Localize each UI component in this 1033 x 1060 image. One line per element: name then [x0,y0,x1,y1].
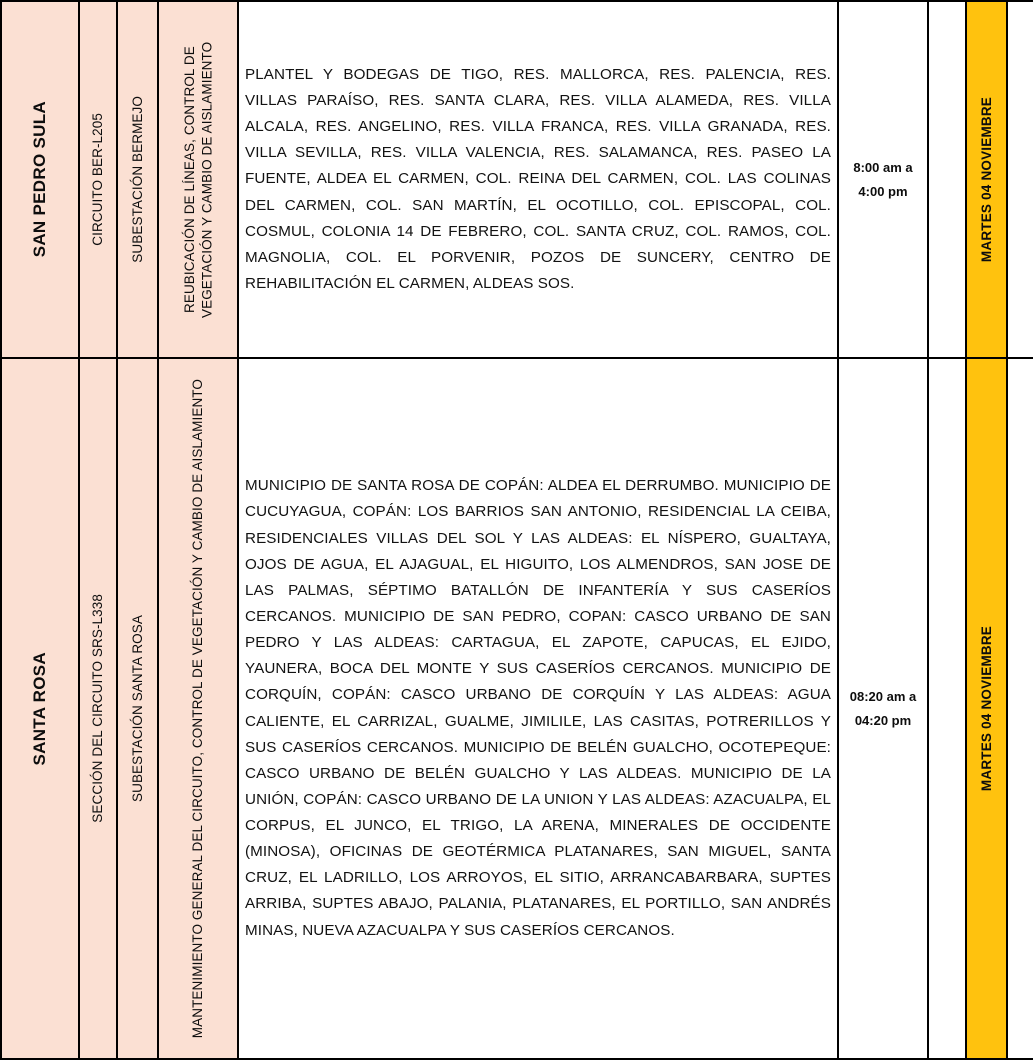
cell-substation [117,1,158,358]
cell-date [966,1,1007,358]
cell-affected-areas [238,1,838,358]
cell-substation [117,358,158,1059]
cell-work-description [158,358,238,1059]
circuit-label: SECCIÓN DEL CIRCUITO SRS-L338 [90,594,106,823]
cell-spacer [928,358,966,1059]
region-label: SANTA ROSA [30,651,50,766]
schedule-end: 04:20 pm [854,712,912,728]
schedule-start: 8:00 am a [853,160,913,176]
cell-affected-areas [238,358,838,1059]
date-label: MARTES 04 NOVIEMBRE [978,625,994,792]
substation-label: SUBESTACIÓN SANTA ROSA [129,615,145,802]
cell-schedule [838,358,928,1059]
cell-spacer-end [1007,1,1033,358]
affected-areas-text: PLANTEL Y BODEGAS DE TIGO, RES. MALLORCA, RES. PALENCIA, RES. VILLAS PARAÍSO, RES. SANTA CLARA, RES. VILLA ALAMEDA, RES. VILLA ALCALA, RES. ANGELINO, RES. VILLA FRANCA, RES. VILLA GRANADA, RES. VILLA SEVILLA, RES. VILLA VALENCIA, RES. SALAMANCA, RES. PASEO LA FUENTE, ALDEA EL CARMEN, COL. REINA DEL CARMEN, COL. LAS COLINAS DEL CARMEN, COL. SAN MARTÍN, EL OCOTILLO, COL. EPISCOPAL, COL. COSMUL, COLONIA 14 DE FEBRERO, COL. SANTA CRUZ, COL. RAMOS, COL. MAGNOLIA, COL. EL PORVENIR, POZOS DE SUNCERY, CENTRO DE REHABILITACIÓN EL CARMEN, ALDEAS SOS. [245,65,831,292]
work-description-label: REUBICACIÓN DE LÍNEAS, CONTROL DE VEGETACIÓN Y CAMBIO DE AISLAMIENTO [181,41,214,318]
cell-region [1,1,79,358]
schedule-start: 08:20 am a [849,689,917,705]
cell-date [966,358,1007,1059]
substation-label: SUBESTACIÓN BERMEJO [129,96,145,263]
work-description-label: MANTENIMIENTO GENERAL DEL CIRCUITO, CONTROL DE VEGETACIÓN Y CAMBIO DE AISLAMIENTO [190,378,206,1039]
table-row [1,1,1033,358]
cell-spacer-end [1007,358,1033,1059]
cell-region [1,358,79,1059]
schedule-text [839,685,927,732]
cell-work-description [158,1,238,358]
cell-schedule [838,1,928,358]
circuit-label: CIRCUITO BER-L205 [90,113,106,246]
cell-spacer [928,1,966,358]
schedule-end: 4:00 pm [858,183,908,199]
affected-areas-text: MUNICIPIO DE SANTA ROSA DE COPÁN: ALDEA EL DERRUMBO. MUNICIPIO DE CUCUYAGUA, COPÁN: LOS BARRIOS SAN ANTONIO, RESIDENCIAL LA CEIBA, RESIDENCIALES VILLAS DEL SOL Y LAS ALDEAS: EL NÍSPERO, GUALTAYA, OJOS DE AGUA, EL AJAGUAL, EL HIGUITO, LOS ALMENDROS, SAN JOSE DE LAS PALMAS, SÉPTIMO BATALLÓN DE INFANTERÍA Y SUS CASERÍOS CERCANOS. MUNICIPIO DE SAN PEDRO, COPAN: CASCO URBANO DE SAN PEDRO Y LAS ALDEAS: CARTAGUA, EL ZAPOTE, CAPUCAS, EL EJIDO, YAUNERA, BOCA DEL MONTE Y SUS CASERÍOS CERCANOS. MUNICIPIO DE CORQUÍN, COPÁN: CASCO URBANO DE CORQUÍN Y LAS ALDEAS: AGUA CALIENTE, EL CARRIZAL, GUALME, JIMILILE, LAS CASITAS, POTRERILLOS Y SUS CASERÍOS CERCANOS. MUNICIPIO DE BELÉN GUALCHO, OCOTEPEQUE: CASCO URBANO DE BELÉN GUALCHO Y LAS ALDEAS. MUNICIPIO DE LA UNIÓN, COPÁN: CASCO URBANO DE LA UNION Y LAS ALDEAS: AZACUALPA, EL CORPUS, EL JUNCO, EL TRIGO, LA ARENA, MINERALES DE OCCIDENTE (MINOSA), OFICINAS DE GEOTÉRMICA PLATANARES, SAN MIGUEL, SANTA CRUZ, EL LADRILLO, LOS ARROYOS, EL SITIO, ARRANCABARBARA, SUPTES ARRIBA, SUPTES ABAJO, PALANIA, PLATANARES, EL PORTILLO, SAN ANDRÉS MINAS, NUEVA AZACUALPA Y SUS CASERÍOS CERCANOS. [245,477,831,939]
cell-circuit [79,358,117,1059]
schedule-text [839,156,927,203]
table-row [1,358,1033,1059]
cell-circuit [79,1,117,358]
date-label: MARTES 04 NOVIEMBRE [978,96,994,263]
region-label: SAN PEDRO SULA [30,101,50,258]
